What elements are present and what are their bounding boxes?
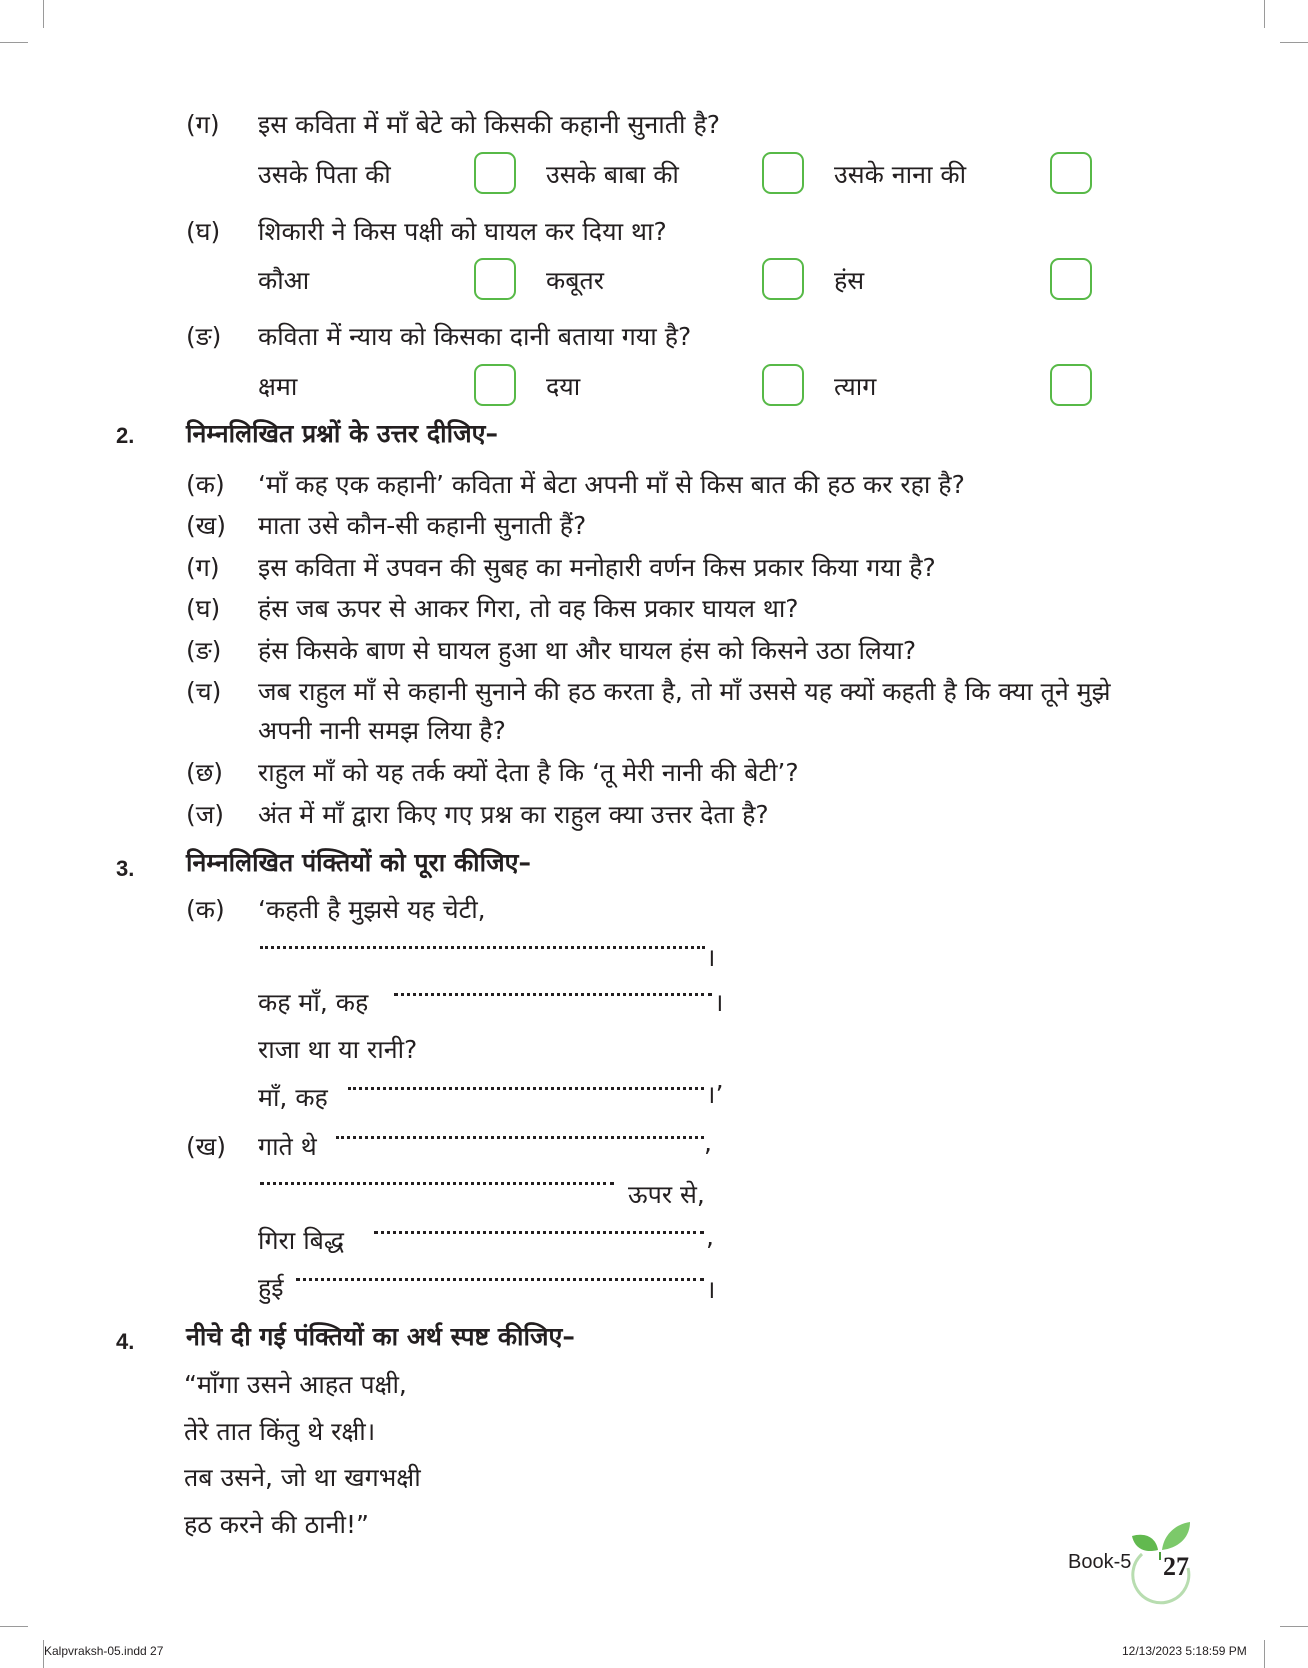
item-text: इस कविता में उपवन की सुबह का मनोहारी वर्णन किस प्रकार किया गया है? (258, 553, 936, 582)
crop-mark (1264, 1640, 1265, 1668)
item-label: (ङ) (186, 636, 222, 665)
fill-blank[interactable] (296, 1278, 704, 1281)
question-number: 4. (116, 1329, 135, 1354)
line-end: , (704, 1128, 712, 1157)
print-timestamp: 12/13/2023 5:18:59 PM (1122, 1644, 1247, 1658)
poem-line: गिरा बिद्ध (258, 1226, 344, 1255)
crop-mark (0, 42, 28, 43)
question-label: (घ) (186, 217, 221, 246)
option-checkbox[interactable] (474, 152, 516, 194)
item-text: हंस जब ऊपर से आकर गिरा, तो वह किस प्रकार घायल था? (258, 594, 799, 623)
option-checkbox[interactable] (474, 364, 516, 406)
option-checkbox[interactable] (762, 364, 804, 406)
poem-line: ‘कहती है मुझसे यह चेटी, (258, 895, 486, 924)
line-end: । (706, 943, 716, 972)
option-checkbox[interactable] (762, 258, 804, 300)
crop-mark (1280, 1626, 1308, 1627)
item-text: अंत में माँ द्वारा किए गए प्रश्न का राहुल क्या उत्तर देता है? (258, 800, 769, 829)
option-text: उसके नाना की (834, 160, 967, 189)
item-text: माता उसे कौन-सी कहानी सुनाती हैं? (258, 511, 587, 540)
question-number: 3. (116, 856, 135, 881)
section-heading: निम्नलिखित प्रश्नों के उत्तर दीजिए– (186, 419, 498, 448)
item-label: (घ) (186, 594, 221, 623)
poem-line: हठ करने की ठानी!” (184, 1510, 369, 1539)
option-text: त्याग (834, 372, 877, 401)
crop-mark (43, 0, 44, 28)
poem-line: “माँगा उसने आहत पक्षी, (184, 1370, 407, 1399)
crop-mark (1264, 0, 1265, 28)
leaf-icon (1132, 1535, 1158, 1551)
section-heading: नीचे दी गई पंक्तियों का अर्थ स्पष्ट कीजिए– (186, 1322, 575, 1351)
file-name: Kalpvraksh-05.indd 27 (44, 1644, 164, 1658)
line-end: ।’ (706, 1080, 724, 1109)
option-text: उसके पिता की (258, 160, 391, 189)
line-end: । (714, 988, 724, 1017)
question-text: इस कविता में माँ बेटे को किसकी कहानी सुनाती है? (258, 110, 720, 139)
poem-line: तब उसने, जो था खगभक्षी (184, 1463, 421, 1492)
option-checkbox[interactable] (474, 258, 516, 300)
item-label: (ख) (186, 511, 226, 540)
poem-line: माँ, कह (258, 1083, 328, 1112)
leaf-icon (1162, 1522, 1190, 1550)
option-checkbox[interactable] (1050, 364, 1092, 406)
item-label: (च) (186, 677, 222, 706)
item-text: जब राहुल माँ से कहानी सुनाने की हठ करता है, तो माँ उससे यह क्यों कहती है कि क्या तूने मुझे (258, 677, 1111, 706)
option-checkbox[interactable] (762, 152, 804, 194)
item-label: (क) (186, 895, 225, 924)
poem-line: राजा था या रानी? (258, 1035, 418, 1064)
question-text: कविता में न्याय को किसका दानी बताया गया है? (258, 322, 692, 351)
option-checkbox[interactable] (1050, 258, 1092, 300)
question-text: शिकारी ने किस पक्षी को घायल कर दिया था? (258, 217, 667, 246)
option-text: हंस (834, 266, 865, 295)
item-label: (छ) (186, 758, 224, 787)
poem-line: कह माँ, कह (258, 988, 369, 1017)
crop-mark (0, 1626, 28, 1627)
option-text: क्षमा (258, 372, 298, 401)
line-end: , (706, 1222, 714, 1251)
crop-mark (1280, 42, 1308, 43)
item-label: (क) (186, 470, 225, 499)
item-label: (ज) (186, 800, 225, 829)
section-heading: निम्नलिखित पंक्तियों को पूरा कीजिए– (186, 848, 531, 877)
poem-line: ऊपर से, (628, 1180, 705, 1209)
option-text: दया (546, 372, 581, 401)
item-text: हंस किसके बाण से घायल हुआ था और घायल हंस को किसने उठा लिया? (258, 636, 917, 665)
fill-blank[interactable] (374, 1231, 704, 1234)
option-text: कौआ (258, 266, 310, 295)
poem-line: तेरे तात किंतु थे रक्षी। (184, 1417, 376, 1446)
poem-line: हुई (258, 1273, 284, 1302)
item-label: (ग) (186, 553, 220, 582)
page-number: 27 (1163, 1552, 1189, 1581)
item-text: ‘माँ कह एक कहानी’ कविता में बेटा अपनी माँ से किस बात की हठ कर रहा है? (258, 470, 965, 499)
question-label: (ग) (186, 110, 220, 139)
book-label: Book-5 (1068, 1551, 1132, 1573)
line-end: । (706, 1275, 716, 1304)
item-text-continued: अपनी नानी समझ लिया है? (258, 716, 506, 745)
option-text: उसके बाबा की (546, 160, 679, 189)
question-label: (ङ) (186, 322, 222, 351)
fill-blank[interactable] (336, 1136, 704, 1139)
poem-line: गाते थे (258, 1132, 317, 1161)
option-checkbox[interactable] (1050, 152, 1092, 194)
question-number: 2. (116, 423, 135, 448)
item-text: राहुल माँ को यह तर्क क्यों देता है कि ‘तू मेरी नानी की बेटी’? (258, 758, 799, 787)
fill-blank[interactable] (348, 1087, 704, 1090)
fill-blank[interactable] (394, 993, 712, 996)
fill-blank[interactable] (260, 1182, 614, 1185)
fill-blank[interactable] (260, 946, 705, 949)
item-label: (ख) (186, 1132, 226, 1161)
option-text: कबूतर (546, 266, 604, 295)
